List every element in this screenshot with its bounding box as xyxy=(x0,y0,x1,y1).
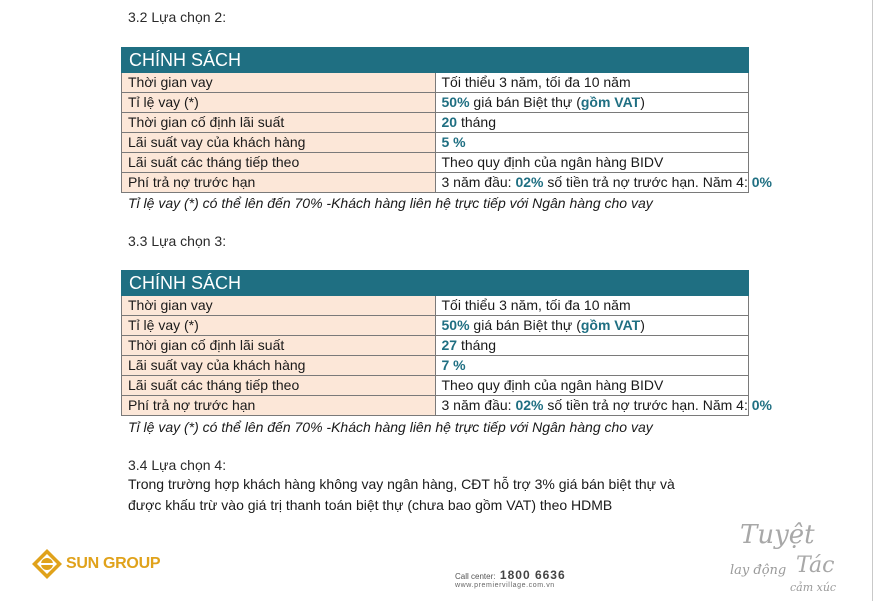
table-row xyxy=(122,73,749,93)
row-label: Lãi suất các tháng tiếp theo xyxy=(122,153,436,173)
table-row xyxy=(122,173,749,193)
call-center-phone: 1800 6636 xyxy=(499,568,566,582)
slogan-signature xyxy=(730,515,850,595)
logo-text: SUN GROUP xyxy=(66,555,161,572)
row-value: 7 % xyxy=(435,356,749,376)
policy-table-3-2 xyxy=(121,47,772,193)
row-label: Thời gian cố định lãi suất xyxy=(122,336,436,356)
website-text: www.premiervillage.com.vn xyxy=(455,582,555,589)
section-heading-3-4: 3.4 Lựa chọn 4: xyxy=(128,457,227,473)
contact-info xyxy=(455,566,566,589)
row-label: Lãi suất vay của khách hàng xyxy=(122,356,436,376)
row-label: Tỉ lệ vay (*) xyxy=(122,316,436,336)
row-value: 3 năm đầu: 02% số tiền trả nợ trước hạn. Năm 4: 0% xyxy=(435,396,749,416)
slogan-word: Tác xyxy=(796,553,835,578)
table-title: CHÍNH SÁCH xyxy=(122,271,749,296)
slogan-word: lay động xyxy=(730,563,787,578)
table-row xyxy=(122,376,749,396)
row-value: 20 tháng xyxy=(435,113,749,133)
sun-icon xyxy=(31,548,63,580)
row-value: Tối thiểu 3 năm, tối đa 10 năm xyxy=(435,73,749,93)
section-heading-3-2: 3.2 Lựa chọn 2: xyxy=(128,9,227,25)
option4-paragraph xyxy=(128,474,675,516)
table-row xyxy=(122,93,749,113)
policy-table-3-3 xyxy=(121,270,772,416)
table-row xyxy=(122,296,749,316)
row-value: 3 năm đầu: 02% số tiền trả nợ trước hạn. Năm 4: 0% xyxy=(435,173,749,193)
call-center-label: Call center: xyxy=(455,572,496,581)
loan-note: Tỉ lệ vay (*) có thể lên đến 70% -Khách hàng liên hệ trực tiếp với Ngân hàng cho vay xyxy=(128,195,653,211)
row-value: Tối thiểu 3 năm, tối đa 10 năm xyxy=(435,296,749,316)
table-title: CHÍNH SÁCH xyxy=(122,48,749,73)
row-label: Thời gian cố định lãi suất xyxy=(122,113,436,133)
table-row xyxy=(122,153,749,173)
row-label: Tỉ lệ vay (*) xyxy=(122,93,436,113)
table-row xyxy=(122,336,749,356)
table-row xyxy=(122,316,749,336)
loan-note: Tỉ lệ vay (*) có thể lên đến 70% -Khách hàng liên hệ trực tiếp với Ngân hàng cho vay xyxy=(128,419,653,435)
row-label: Lãi suất vay của khách hàng xyxy=(122,133,436,153)
row-label: Thời gian vay xyxy=(122,73,436,93)
slogan-word: cảm xúc xyxy=(790,581,837,594)
section-heading-3-3: 3.3 Lựa chọn 3: xyxy=(128,233,227,249)
row-value: 27 tháng xyxy=(435,336,749,356)
table-row xyxy=(122,356,749,376)
option4-line: được khấu trừ vào giá trị thanh toán biệt thự (chưa bao gồm VAT) theo HDMB xyxy=(128,497,613,513)
slogan-word: Tuyệt xyxy=(740,520,815,550)
row-value: 50% giá bán Biệt thự (gồm VAT) xyxy=(435,93,749,113)
sun-group-logo xyxy=(31,548,160,580)
row-value: 5 % xyxy=(435,133,749,153)
table-row xyxy=(122,396,749,416)
page-edge xyxy=(872,0,873,601)
row-label: Phí trả nợ trước hạn xyxy=(122,396,436,416)
row-label: Phí trả nợ trước hạn xyxy=(122,173,436,193)
row-value: Theo quy định của ngân hàng BIDV xyxy=(435,376,749,396)
row-value: 50% giá bán Biệt thự (gồm VAT) xyxy=(435,316,749,336)
row-value: Theo quy định của ngân hàng BIDV xyxy=(435,153,749,173)
option4-line: Trong trường hợp khách hàng không vay ngân hàng, CĐT hỗ trợ 3% giá bán biệt thự và xyxy=(128,476,675,492)
table-row xyxy=(122,133,749,153)
row-label: Thời gian vay xyxy=(122,296,436,316)
row-label: Lãi suất các tháng tiếp theo xyxy=(122,376,436,396)
table-row xyxy=(122,113,749,133)
